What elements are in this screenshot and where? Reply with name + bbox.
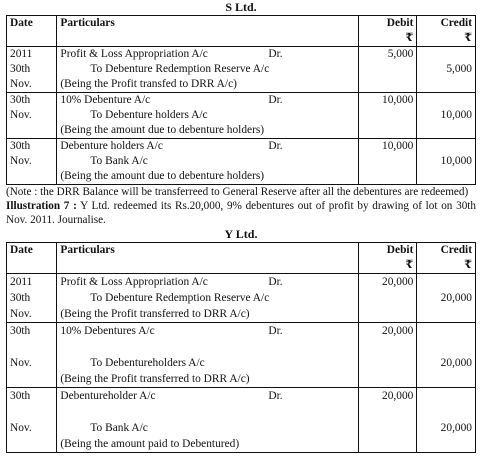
dr-marker: Dr. bbox=[268, 94, 283, 106]
date-line: 2011 bbox=[10, 276, 33, 288]
debit-amount: 20,000 bbox=[382, 325, 414, 337]
rupee-symbol: ₹ bbox=[405, 32, 414, 44]
credit-cell bbox=[417, 274, 476, 323]
dr-marker: Dr. bbox=[268, 276, 283, 288]
date-cell bbox=[7, 93, 57, 139]
particulars-line bbox=[60, 371, 354, 387]
particulars-line bbox=[60, 388, 354, 404]
dr-marker: Dr. bbox=[268, 325, 283, 337]
particulars-line bbox=[60, 154, 354, 169]
particulars-text: 10% Debentures A/c bbox=[60, 325, 155, 337]
particulars-cell bbox=[57, 323, 358, 388]
date-cell bbox=[7, 274, 57, 323]
particulars-line bbox=[60, 339, 354, 355]
particulars-cell bbox=[57, 274, 358, 323]
particulars-text: 10% Debenture A/c bbox=[60, 94, 151, 106]
debit-amount bbox=[362, 169, 414, 184]
y-journal-body bbox=[7, 274, 476, 453]
particulars-cell bbox=[57, 388, 358, 453]
debit-amount bbox=[362, 154, 414, 169]
debit-cell bbox=[358, 139, 417, 185]
particulars-line bbox=[60, 355, 354, 371]
y-ltd-journal-table bbox=[6, 242, 476, 453]
credit-amount: 5,000 bbox=[446, 63, 472, 75]
credit-amount bbox=[420, 139, 472, 154]
particulars-text: To Bank A/c bbox=[90, 155, 148, 167]
y-header-row bbox=[7, 243, 476, 274]
date-line: Nov. bbox=[10, 155, 32, 167]
journal-entry-row bbox=[7, 274, 476, 323]
illustration-paragraph bbox=[6, 199, 476, 227]
date-line: Nov. bbox=[10, 109, 32, 121]
particulars-text: (Being the Profit transfed to DRR A/c) bbox=[60, 78, 237, 90]
debit-cell bbox=[358, 47, 417, 93]
particulars-text: (Being the amount paid to Debentured) bbox=[60, 438, 240, 450]
credit-amount bbox=[420, 306, 472, 322]
debit-header bbox=[358, 16, 417, 47]
date-line: 30th bbox=[10, 325, 31, 337]
particulars-text: (Being the Profit transferred to DRR A/c) bbox=[60, 308, 250, 320]
particulars-text: To Bank A/c bbox=[90, 422, 148, 434]
particulars-line bbox=[60, 108, 354, 123]
date-line bbox=[10, 169, 53, 184]
date-line: Nov. bbox=[10, 78, 32, 90]
credit-cell bbox=[417, 93, 476, 139]
date-cell bbox=[7, 47, 57, 93]
particulars-header: Particulars bbox=[57, 16, 358, 47]
date-line bbox=[10, 339, 53, 355]
credit-amount bbox=[420, 274, 472, 290]
date-line: Nov. bbox=[10, 422, 32, 434]
illustration-text: Y Ltd. redeemed its Rs.20,000, 9% debentures out of profit by drawing of lot on 30th Nov. 2011. Journalise. bbox=[6, 200, 477, 226]
credit-cell bbox=[417, 47, 476, 93]
debit-header-label: Debit bbox=[386, 244, 414, 256]
journal-entry-row bbox=[7, 139, 476, 185]
journal-entry-row bbox=[7, 323, 476, 388]
date-line: 2011 bbox=[10, 48, 33, 60]
date-line: Nov. bbox=[10, 357, 32, 369]
debit-amount: 10,000 bbox=[382, 94, 414, 106]
dr-marker: Dr. bbox=[268, 48, 283, 60]
date-line bbox=[10, 404, 53, 420]
debit-header-label: Debit bbox=[386, 17, 414, 29]
debit-amount bbox=[362, 355, 414, 371]
date-line: 30th bbox=[10, 63, 31, 75]
credit-header-label: Credit bbox=[440, 17, 472, 29]
date-cell bbox=[7, 139, 57, 185]
note-text: (Note : the DRR Balance will be transferreed to General Reserve after all the debentures are redeemed) bbox=[6, 186, 469, 198]
date-header: Date bbox=[7, 243, 57, 274]
debit-cell bbox=[358, 274, 417, 323]
particulars-text: To Debenture Redemption Reserve A/c bbox=[90, 63, 270, 75]
particulars-line bbox=[60, 323, 354, 339]
credit-amount: 20,000 bbox=[440, 357, 472, 369]
debit-amount: 20,000 bbox=[382, 390, 414, 402]
debit-amount: 20,000 bbox=[382, 276, 414, 288]
illustration-label: Illustration 7 : bbox=[6, 200, 77, 212]
particulars-text: Profit & Loss Appropriation A/c bbox=[60, 276, 208, 288]
journal-entry-row bbox=[7, 47, 476, 93]
rupee-symbol: ₹ bbox=[405, 259, 414, 271]
debit-amount bbox=[362, 290, 414, 306]
particulars-line bbox=[60, 420, 354, 436]
particulars-line bbox=[60, 93, 354, 108]
date-cell bbox=[7, 323, 57, 388]
particulars-line bbox=[60, 404, 354, 420]
credit-amount bbox=[420, 169, 472, 184]
s-ltd-title: S Ltd. bbox=[225, 0, 257, 14]
debit-amount bbox=[362, 404, 414, 420]
date-cell bbox=[7, 388, 57, 453]
debit-amount bbox=[362, 62, 414, 77]
particulars-text: To Debentureholders A/c bbox=[90, 357, 205, 369]
journal-entry-row bbox=[7, 93, 476, 139]
credit-cell bbox=[417, 388, 476, 453]
particulars-line bbox=[60, 306, 354, 322]
credit-amount bbox=[420, 93, 472, 108]
date-line: 30th bbox=[10, 390, 31, 402]
particulars-line bbox=[60, 169, 354, 184]
debit-cell bbox=[358, 323, 417, 388]
credit-amount bbox=[420, 436, 472, 452]
particulars-line bbox=[60, 77, 354, 92]
debit-amount: 10,000 bbox=[382, 140, 414, 152]
credit-amount bbox=[420, 123, 472, 138]
credit-amount: 20,000 bbox=[440, 422, 472, 434]
credit-amount: 10,000 bbox=[440, 155, 472, 167]
debit-cell bbox=[358, 388, 417, 453]
particulars-line bbox=[60, 62, 354, 77]
dr-marker: Dr. bbox=[268, 140, 283, 152]
credit-amount bbox=[420, 371, 472, 387]
rupee-symbol: ₹ bbox=[464, 32, 472, 44]
credit-header-label: Credit bbox=[440, 244, 472, 256]
credit-amount: 20,000 bbox=[440, 292, 472, 304]
particulars-text: (Being the Profit transferred to DRR A/c) bbox=[60, 373, 250, 385]
particulars-line bbox=[60, 139, 354, 154]
credit-amount bbox=[420, 47, 472, 62]
s-header-row bbox=[7, 16, 476, 47]
date-line: Nov. bbox=[10, 308, 32, 320]
debit-amount bbox=[362, 420, 414, 436]
credit-amount bbox=[420, 323, 472, 339]
particulars-text: To Debenture Redemption Reserve A/c bbox=[90, 292, 270, 304]
particulars-line bbox=[60, 290, 354, 306]
s-ltd-journal-table bbox=[6, 15, 476, 185]
particulars-text: Debentureholder A/c bbox=[60, 390, 156, 402]
particulars-cell bbox=[57, 139, 358, 185]
debit-amount bbox=[362, 108, 414, 123]
particulars-line bbox=[60, 123, 354, 138]
rupee-symbol: ₹ bbox=[464, 259, 472, 271]
credit-cell bbox=[417, 323, 476, 388]
date-header: Date bbox=[7, 16, 57, 47]
journal-entry-row bbox=[7, 388, 476, 453]
debit-cell bbox=[358, 93, 417, 139]
credit-amount bbox=[420, 339, 472, 355]
particulars-cell bbox=[57, 47, 358, 93]
debit-amount: 5,000 bbox=[387, 48, 414, 60]
credit-amount: 10,000 bbox=[440, 109, 472, 121]
particulars-header: Particulars bbox=[57, 243, 358, 274]
particulars-cell bbox=[57, 93, 358, 139]
credit-header bbox=[417, 16, 476, 47]
particulars-line bbox=[60, 436, 354, 452]
dr-marker: Dr. bbox=[268, 390, 283, 402]
credit-amount bbox=[420, 388, 472, 404]
y-ltd-title: Y Ltd. bbox=[224, 227, 258, 241]
credit-header bbox=[417, 243, 476, 274]
particulars-text: Debenture holders A/c bbox=[60, 140, 163, 152]
credit-amount bbox=[420, 404, 472, 420]
date-line: 30th bbox=[10, 94, 31, 106]
s-journal-body bbox=[7, 47, 476, 185]
date-line: 30th bbox=[10, 140, 31, 152]
debit-header bbox=[358, 243, 417, 274]
credit-amount bbox=[420, 77, 472, 92]
debit-amount bbox=[362, 436, 414, 452]
document-page bbox=[6, 0, 476, 453]
particulars-text: (Being the amount due to debenture holders) bbox=[60, 170, 265, 182]
debit-amount bbox=[362, 77, 414, 92]
particulars-text: Profit & Loss Appropriation A/c bbox=[60, 48, 208, 60]
particulars-line bbox=[60, 47, 354, 62]
debit-amount bbox=[362, 339, 414, 355]
credit-cell bbox=[417, 139, 476, 185]
debit-amount bbox=[362, 306, 414, 322]
debit-amount bbox=[362, 371, 414, 387]
date-line: 30th bbox=[10, 292, 31, 304]
particulars-line bbox=[60, 274, 354, 290]
particulars-text: To Debenture holders A/c bbox=[90, 109, 208, 121]
date-line bbox=[10, 123, 53, 138]
debit-amount bbox=[362, 123, 414, 138]
particulars-text: (Being the amount due to debenture holders) bbox=[60, 124, 265, 136]
